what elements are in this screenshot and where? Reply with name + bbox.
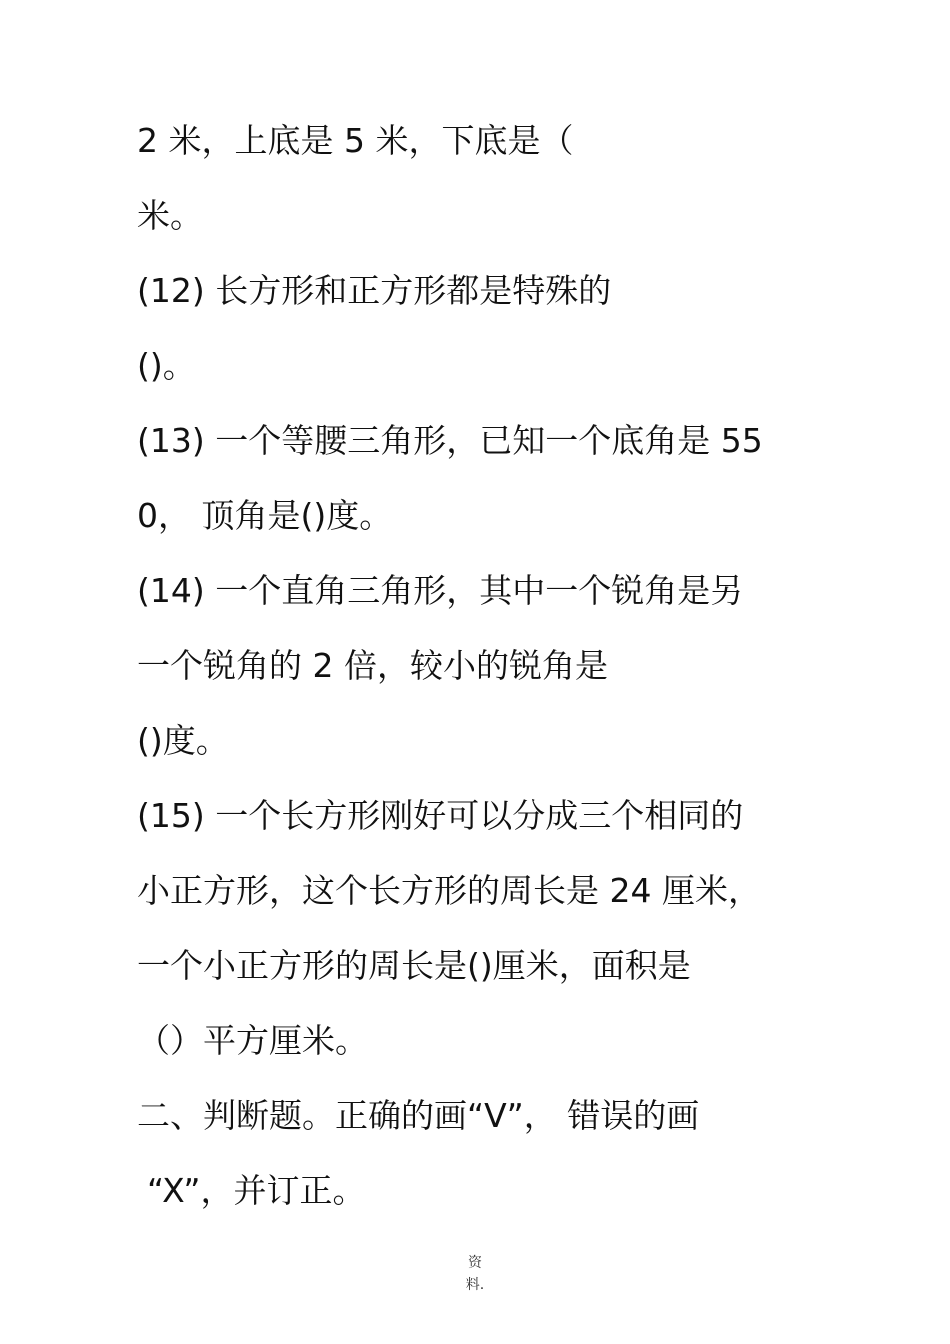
- text-line: 一个小正方形的周长是()厘米，面积是: [137, 946, 691, 985]
- text-line: 2 米，上底是 5 米，下底是（: [137, 121, 574, 160]
- question-12: (12) 长方形和正方形都是特殊的: [137, 271, 612, 310]
- text-line: 米。: [137, 196, 203, 235]
- text-line: ()。: [137, 346, 196, 385]
- text-line: 0， 顶角是()度。: [137, 496, 393, 535]
- text-line: （）平方厘米。: [137, 1021, 368, 1060]
- question-14: (14) 一个直角三角形，其中一个锐角是另: [137, 571, 744, 610]
- footer-line: 料.: [465, 1277, 485, 1293]
- question-13: (13) 一个等腰三角形，已知一个底角是 55: [137, 421, 763, 460]
- text-line: “X”，并订正。: [147, 1171, 366, 1210]
- document-body: [137, 103, 837, 1228]
- text-line: 一个锐角的 2 倍，较小的锐角是: [137, 646, 608, 685]
- text-line: ()度。: [137, 721, 229, 760]
- text-line: 小正方形，这个长方形的周长是 24 厘米，: [137, 871, 761, 910]
- footer-line: 资: [468, 1255, 482, 1271]
- section-heading: 二、判断题。正确的画“V”， 错误的画: [137, 1096, 700, 1135]
- question-15: (15) 一个长方形刚好可以分成三个相同的: [137, 796, 744, 835]
- page-footer: [0, 1252, 950, 1296]
